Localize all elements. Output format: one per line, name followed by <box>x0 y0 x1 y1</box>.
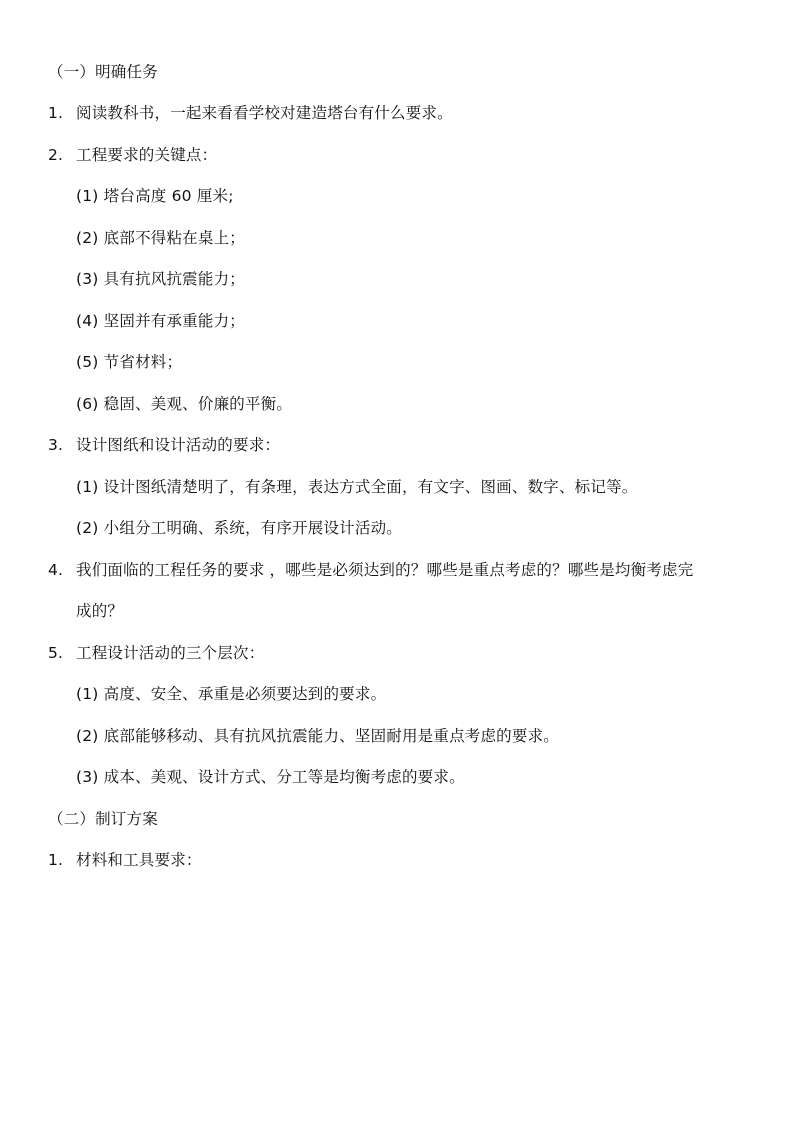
sub-item-5-1: (1) 高度、安全、承重是必须要达到的要求。 <box>76 685 387 703</box>
sub-item-2-3: (3) 具有抗风抗震能力； <box>76 270 245 288</box>
item-number-3: 3. <box>48 436 64 454</box>
item-text-4-continued: 成的？ <box>76 602 124 620</box>
sub-item-2-5: (5) 节省材料； <box>76 353 183 371</box>
item-text-2: 工程要求的关键点： <box>76 146 218 164</box>
sub-item-2-6: (6) 稳固、美观、价廉的平衡。 <box>76 395 293 413</box>
item-text-1: 阅读教科书，一起来看看学校对建造塔台有什么要求。 <box>76 104 453 122</box>
item-number-4: 4. <box>48 561 64 579</box>
sub-item-2-4: (4) 坚固并有承重能力； <box>76 312 245 330</box>
section-heading-1: （一）明确任务 <box>48 63 158 81</box>
item-text-5: 工程设计活动的三个层次： <box>76 644 265 662</box>
item-text-4: 我们面临的工程任务的要求 ，哪些是必须达到的？哪些是重点考虑的？哪些是均衡考虑完 <box>76 561 694 579</box>
section-heading-2: （二）制订方案 <box>48 810 158 828</box>
sub-item-5-3: (3) 成本、美观、设计方式、分工等是均衡考虑的要求。 <box>76 768 465 786</box>
sub-item-2-1: (1) 塔台高度 60 厘米; <box>76 187 234 205</box>
item-text-3: 设计图纸和设计活动的要求： <box>76 436 281 454</box>
sub-item-3-2: (2) 小组分工明确、系统，有序开展设计活动。 <box>76 519 402 537</box>
item-number-5: 5. <box>48 644 64 662</box>
sub-item-5-2: (2) 底部能够移动、具有抗风抗震能力、坚固耐用是重点考虑的要求。 <box>76 727 559 745</box>
item-number-1: 1. <box>48 104 64 122</box>
section2-item-text-1: 材料和工具要求： <box>76 851 202 869</box>
sub-item-2-2: (2) 底部不得粘在桌上； <box>76 229 245 247</box>
item-number-2: 2. <box>48 146 64 164</box>
sub-item-3-1: (1) 设计图纸清楚明了，有条理，表达方式全面，有文字、图画、数字、标记等。 <box>76 478 638 496</box>
section2-item-number-1: 1. <box>48 851 64 869</box>
